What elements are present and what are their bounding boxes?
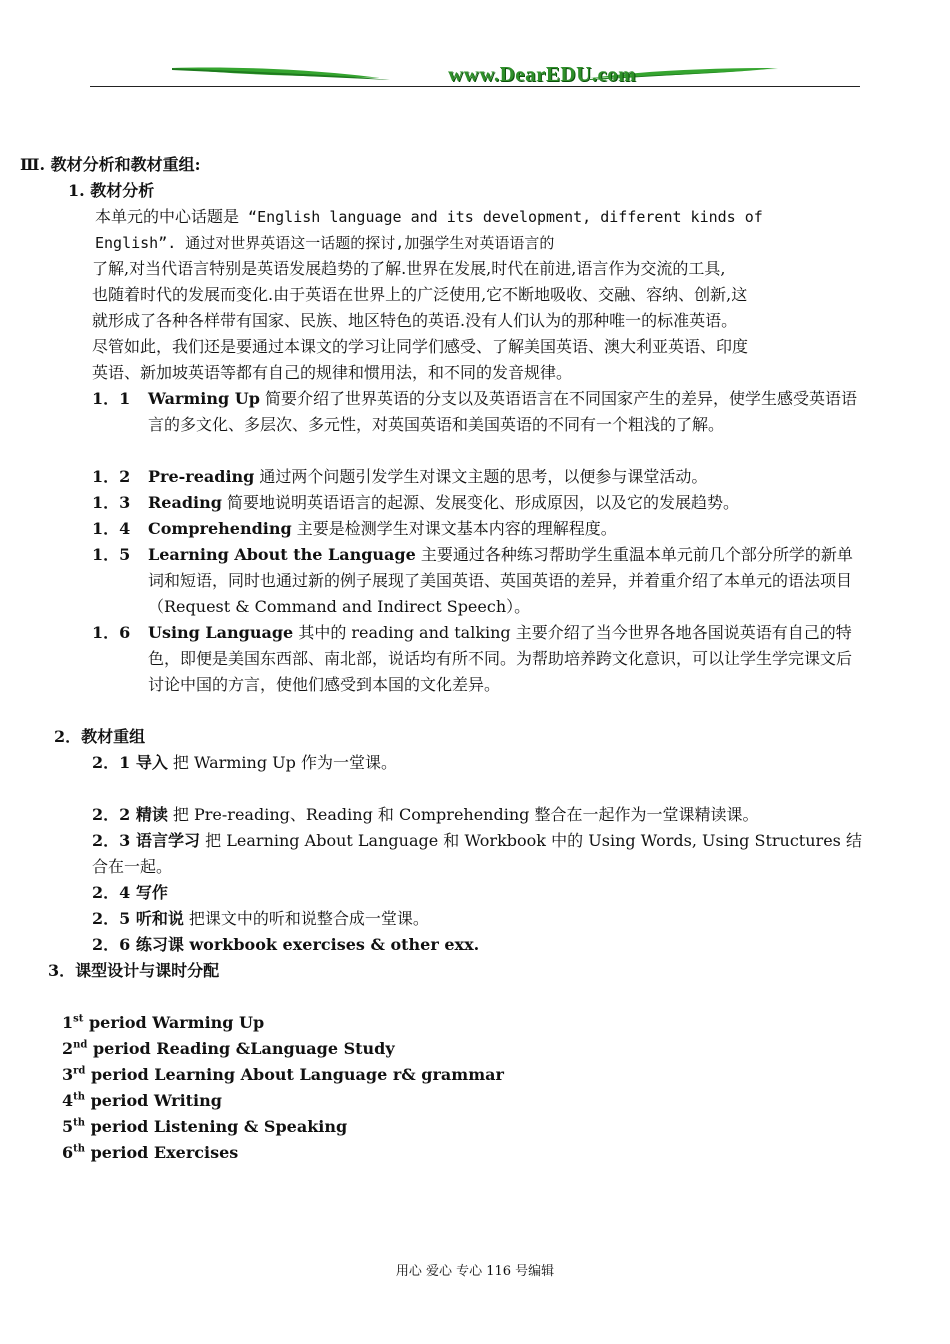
subsection-title-regroup: 2．教材重组 <box>54 727 146 746</box>
regroup-text: 把 Warming Up 作为一堂课。 <box>167 753 397 772</box>
period-number: 2 <box>62 1039 74 1058</box>
regroup-item-5 <box>92 906 429 932</box>
intro-line-1-en: “English language and its development, different kinds of <box>239 208 763 226</box>
regroup-item-4 <box>92 880 168 906</box>
subsection-title-periods: 3．课型设计与课时分配 <box>48 961 220 980</box>
item-text: 主要通过各种练习帮助学生重温本单元前几个部分所学的新单词和短语，同时也通过新的例子展现了美国英语、英国英语的差异，并着重介绍了本单元的语法项目（Request & Command and Indirect Speech）。 <box>148 545 853 616</box>
period-number: 5 <box>62 1117 74 1136</box>
period-label: period Reading &Language Study <box>87 1039 395 1058</box>
period-number: 6 <box>62 1143 74 1162</box>
regroup-item-2 <box>92 802 758 828</box>
regroup-item-3 <box>92 828 862 880</box>
intro-line-2 <box>95 230 554 256</box>
item-key: Warming Up <box>148 389 260 408</box>
item-text: 其中的 reading and talking 主要介绍了当今世界各地各国说英语有自己的特色，即便是美国东西部、南北部，说话均有所不同。为帮助培养跨文化意识，可以让学生学完课文后讨论中国的方言，使他们感受到本国的文化差异。 <box>148 623 853 694</box>
item-key: Learning About the Language <box>148 545 416 564</box>
subsection-title-analysis: 1. 教材分析 <box>68 181 155 200</box>
list-item-warming-up <box>148 386 862 438</box>
intro-line-4: 也随着时代的发展而变化.由于英语在世界上的广泛使用,它不断地吸收、交融、容纳、创新,这 <box>92 285 748 304</box>
regroup-key: 2．4 写作 <box>92 883 168 902</box>
period-label: period Warming Up <box>83 1013 265 1032</box>
period-label: period Writing <box>85 1091 222 1110</box>
item-text: 主要是检测学生对课文基本内容的理解程度。 <box>291 519 617 538</box>
item-number: 1．4 <box>92 519 131 538</box>
regroup-key: 2．2 精读 <box>92 805 168 824</box>
list-item-pre-reading <box>148 464 862 490</box>
period-ordinal: th <box>73 1117 86 1129</box>
regroup-item-1 <box>92 750 397 776</box>
header-rule <box>90 86 860 87</box>
item-text: 通过两个问题引发学生对课文主题的思考，以便参与课堂活动。 <box>254 467 708 486</box>
period-ordinal: th <box>73 1091 86 1103</box>
period-4 <box>62 1088 222 1114</box>
intro-line-7: 英语、新加坡英语等都有自己的规律和惯用法，和不同的发音规律。 <box>92 363 573 382</box>
regroup-key: 2．3 语言学习 <box>92 831 201 850</box>
intro-line-2-text: English”. 通过对世界英语这一话题的探讨,加强学生对英语语言的 <box>95 234 555 252</box>
period-ordinal: th <box>73 1143 86 1155</box>
period-label: period Learning About Language r& grammar <box>85 1065 504 1084</box>
regroup-text: 把 Pre-reading、Reading 和 Comprehending 整合在一起作为一堂课精读课。 <box>167 805 759 824</box>
list-item-learning-about-language <box>148 542 862 620</box>
list-item-reading <box>148 490 862 516</box>
item-number: 1．3 <box>92 493 131 512</box>
period-number: 4 <box>62 1091 74 1110</box>
intro-line-5: 就形成了各种各样带有国家、民族、地区特色的英语.没有人们认为的那种唯一的标准英语。 <box>92 311 738 330</box>
period-2 <box>62 1036 395 1062</box>
list-item-using-language <box>148 620 862 698</box>
section-title: Ⅲ. 教材分析和教材重组: <box>20 155 201 174</box>
intro-line-1-cn: 本单元的中心话题是 <box>95 207 240 226</box>
period-number: 1 <box>62 1013 74 1032</box>
period-6 <box>62 1140 238 1166</box>
item-key: Using Language <box>148 623 294 642</box>
item-number: 1．6 <box>92 623 131 642</box>
item-key: Reading <box>148 493 222 512</box>
item-number: 1．1 <box>92 389 131 408</box>
item-text: 简要地说明英语语言的起源、发展变化、形成原因，以及它的发展趋势。 <box>221 493 740 512</box>
intro-line-6: 尽管如此，我们还是要通过本课文的学习让同学们感受、了解美国英语、澳大利亚英语、印度 <box>92 337 749 356</box>
regroup-text: 把课文中的听和说整合成一堂课。 <box>183 909 429 928</box>
period-3 <box>62 1062 504 1088</box>
period-label: period Exercises <box>85 1143 239 1162</box>
period-number: 3 <box>62 1065 74 1084</box>
period-label: period Listening & Speaking <box>85 1117 348 1136</box>
regroup-item-6 <box>92 932 479 958</box>
period-5 <box>62 1114 347 1140</box>
item-text: 简要介绍了世界英语的分支以及英语语言在不同国家产生的差异，使学生感受英语语言的多文化、多层次、多元性，对英国英语和美国英语的不同有一个粗浅的了解。 <box>148 389 858 434</box>
regroup-key: 2．5 听和说 <box>92 909 184 928</box>
regroup-key: 2．1 导入 <box>92 753 168 772</box>
item-number: 1．5 <box>92 545 131 564</box>
site-logo: www.DearEDU.com <box>448 62 637 86</box>
intro-line-1 <box>95 204 763 230</box>
period-ordinal: nd <box>73 1039 88 1051</box>
item-key: Comprehending <box>148 519 292 538</box>
list-item-comprehending <box>148 516 862 542</box>
page-footer: 用心 爱心 专心 116 号编辑 <box>395 1264 555 1279</box>
item-number: 1．2 <box>92 467 131 486</box>
period-ordinal: st <box>73 1013 84 1025</box>
intro-line-3: 了解,对当代语言特别是英语发展趋势的了解.世界在发展,时代在前进,语言作为交流的工具, <box>92 259 726 278</box>
regroup-text: 把 Learning About Language 和 Workbook 中的 Using Words, Using Structures 结合在一起。 <box>92 831 862 876</box>
period-ordinal: rd <box>73 1065 86 1077</box>
regroup-key: 2．6 练习课 workbook exercises & other exx. <box>92 935 480 954</box>
period-1 <box>62 1010 264 1036</box>
item-key: Pre-reading <box>148 467 255 486</box>
